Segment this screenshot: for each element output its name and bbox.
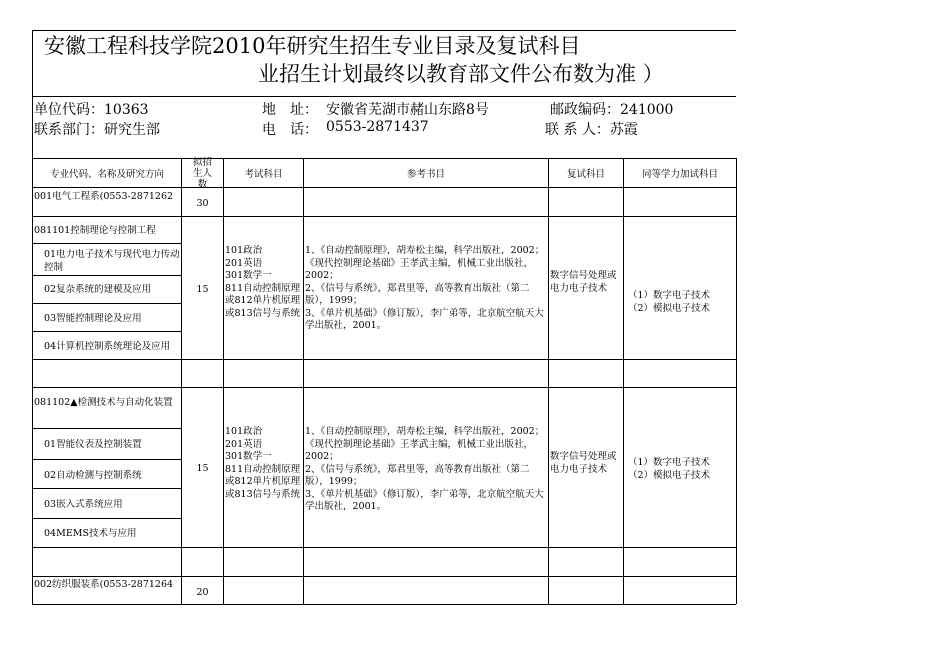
address-label: 地 址： <box>262 102 318 118</box>
address: 安徽省芜湖市赭山东路8号 <box>326 102 489 118</box>
contact-person: 联 系 人：苏霞 <box>545 122 638 138</box>
exam-subjects: 101政治 201英语 301数学一 811自动控制原理或812单片机原理或813信号与系统 <box>225 426 301 500</box>
dept-count: 30 <box>196 198 209 209</box>
direction-item: 02复杂系统的建模及应用 <box>44 284 152 295</box>
postcode: 邮政编码：241000 <box>550 102 674 118</box>
col-header-retest: 复试科目 <box>566 169 605 180</box>
exam-subjects: 101政治 201英语 301数学一 811自动控制原理或812单片机原理或813信号与系统 <box>225 245 301 319</box>
direction-item: 04MEMS技术与应用 <box>44 528 137 539</box>
col-header-major: 专业代码、名称及研究方向 <box>49 169 164 180</box>
dept-name: 002纺织服装系(0553-2871264 <box>34 579 174 590</box>
col-header-books: 参考书目 <box>406 169 445 180</box>
direction-item: 01智能仪表及控制装置 <box>44 439 142 450</box>
phone-label: 电 话： <box>262 122 318 138</box>
major-name: 081101控制理论与控制工程 <box>34 225 156 236</box>
direction-item: 04计算机控制系统理论及应用 <box>44 341 171 352</box>
col-header-exam: 考试科目 <box>244 169 283 180</box>
major-count: 15 <box>196 284 209 295</box>
extra-subjects: （1）数字电子技术 （2）模拟电子技术 <box>628 457 711 481</box>
dept-name: 001电气工程系(0553-2871262 <box>34 191 174 202</box>
col-header-extra: 同等学力加试科目 <box>641 169 718 180</box>
reference-books: 1、《自动控制原理》，胡寿松主编，科学出版社，2002；《现代控制理论基础》王孝武主编，机械工业出版社，2002； 2、《信号与系统》，郑君里等，高等教育出版社（第二版），1999； 3、《单片机基础》（修订版），李广弟等，北京航空航天大学出版社，2001。 <box>305 245 545 331</box>
retest-subject: 数字信号处理或电力电子技术 <box>550 270 617 294</box>
direction-item: 03智能控制理论及应用 <box>44 313 142 324</box>
extra-subjects: （1）数字电子技术 （2）模拟电子技术 <box>628 290 711 314</box>
col-header-count: 拟招生人数 <box>192 156 212 190</box>
unit-code: 单位代码：10363 <box>34 102 149 118</box>
major-count: 15 <box>196 463 209 474</box>
reference-books: 1、《自动控制原理》，胡寿松主编，科学出版社，2002；《现代控制理论基础》王孝武主编，机械工业出版社，2002； 2、《信号与系统》，郑君里等，高等教育出版社（第二版），1999； 3、《单片机基础》（修订版），李广弟等，北京航空航天大学出版社，2001。 <box>305 426 545 512</box>
page-title: 安徽工程科技学院2010年研究生招生专业目录及复试科目 <box>44 34 581 58</box>
phone: 0553-2871437 <box>326 119 429 135</box>
contact-dept: 联系部门：研究生部 <box>34 122 160 138</box>
direction-item: 03嵌入式系统应用 <box>44 499 123 510</box>
dept-count: 20 <box>196 587 209 598</box>
direction-item: 02自动检测与控制系统 <box>44 470 142 481</box>
direction-item: 01电力电子技术与现代电力传动控制 <box>44 249 180 273</box>
major-name: 081102▲检测技术与自动化装置 <box>34 397 173 408</box>
retest-subject: 数字信号处理或电力电子技术 <box>550 451 617 475</box>
page-subtitle: 业招生计划最终以教育部文件公布数为准 ） <box>258 62 664 86</box>
